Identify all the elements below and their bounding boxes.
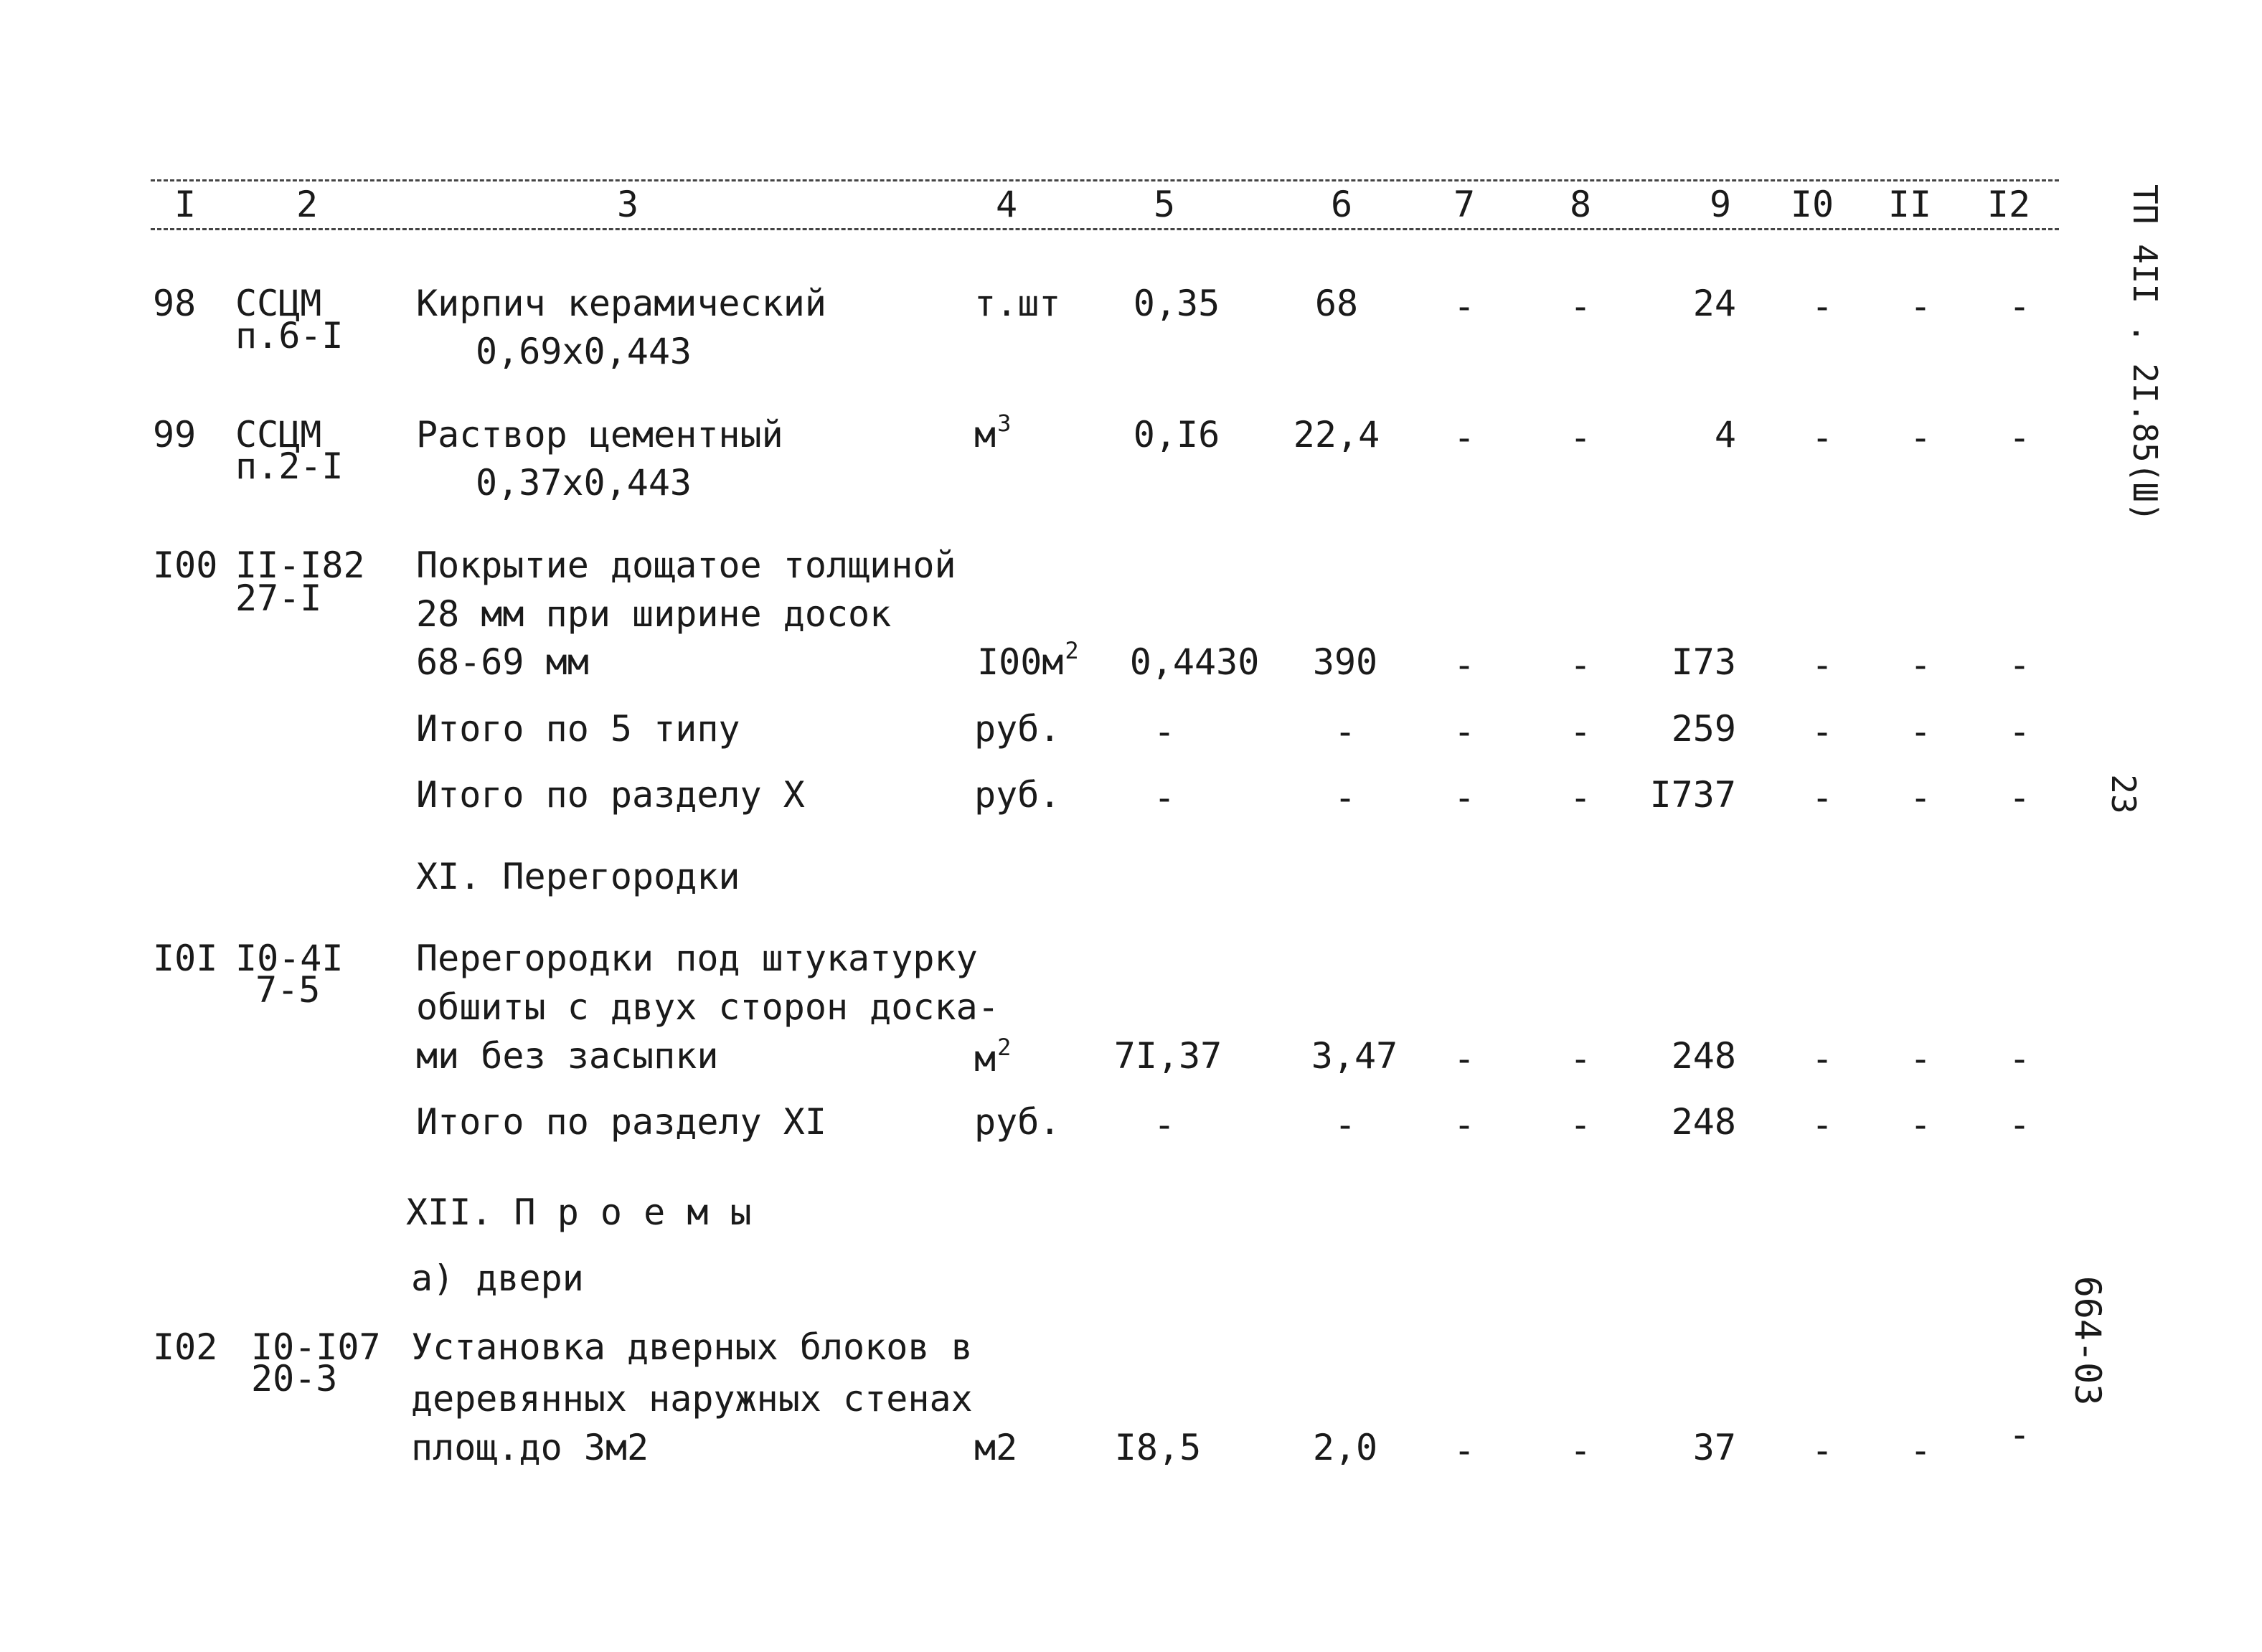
- unit-cost: 68: [1314, 283, 1359, 324]
- col-header-1: I: [174, 184, 197, 225]
- unit: $м^2$: [974, 1034, 1012, 1080]
- col8-value: -: [1569, 285, 1592, 327]
- col7-value: -: [1453, 1038, 1476, 1080]
- col-header-11: II: [1888, 184, 1932, 225]
- header-bottom-rule: [151, 228, 2059, 230]
- col10-value: -: [1811, 1038, 1834, 1080]
- unit-cost: 22,4: [1293, 414, 1380, 456]
- quantity: -: [1153, 1104, 1176, 1146]
- col10-value: -: [1811, 285, 1834, 327]
- work-description: Установка дверных блоков в: [411, 1326, 973, 1368]
- unit-cost: -: [1334, 1104, 1357, 1146]
- work-description-line3: ми без засыпки: [416, 1035, 719, 1077]
- col7-value: -: [1453, 285, 1476, 327]
- work-description-line2: 0,37х0,443: [476, 462, 692, 504]
- norm-code-line2: 20-3: [251, 1358, 338, 1400]
- total-cost: 4: [1714, 414, 1736, 456]
- col11-value: -: [1909, 1104, 1932, 1146]
- row-number: I02: [153, 1326, 218, 1368]
- row-number: I00: [153, 544, 218, 586]
- col-header-3: 3: [616, 184, 639, 225]
- total-cost: I737: [1649, 774, 1736, 816]
- col-header-10: I0: [1790, 184, 1834, 225]
- quantity: -: [1153, 711, 1176, 752]
- col11-value: -: [1909, 417, 1932, 458]
- work-description: Раствор цементный: [416, 414, 783, 456]
- col8-value: -: [1569, 417, 1592, 458]
- col12-value: -: [2008, 1038, 2031, 1080]
- total-cost: I73: [1671, 641, 1736, 683]
- col10-value: -: [1811, 417, 1834, 458]
- unit-cost: 2,0: [1312, 1427, 1378, 1468]
- col-header-9: 9: [1709, 184, 1732, 225]
- col-header-5: 5: [1153, 184, 1176, 225]
- col7-value: -: [1453, 644, 1476, 686]
- col8-value: -: [1569, 1430, 1592, 1471]
- col10-value: -: [1811, 1430, 1834, 1471]
- unit-cost: 3,47: [1311, 1035, 1398, 1077]
- work-description-line3: 68-69 мм: [416, 641, 589, 683]
- quantity: I8,5: [1114, 1427, 1202, 1468]
- unit: руб.: [974, 774, 1061, 816]
- subtotal-label: Итого по разделу XI: [416, 1101, 826, 1143]
- norm-code-line2: п.6-I: [235, 315, 344, 357]
- unit-cost: 390: [1312, 641, 1378, 683]
- row-number: 99: [153, 414, 197, 456]
- col12-value: -: [2008, 417, 2031, 458]
- norm-code-line2: 27-I: [235, 577, 322, 619]
- subtotal-label: Итого по разделу X: [416, 774, 805, 816]
- series-number: 664-03: [2067, 1275, 2108, 1406]
- col-header-7: 7: [1453, 184, 1476, 225]
- col12-value: -: [2008, 285, 2031, 327]
- norm-code: I0-I07: [251, 1326, 381, 1368]
- section-heading-xii: XII. П р о е м ы: [406, 1191, 752, 1233]
- page-number: 23: [2104, 774, 2143, 814]
- col-header-2: 2: [296, 184, 319, 225]
- work-description-line2: 28 мм при ширине досок: [416, 593, 892, 635]
- row-number: 98: [153, 283, 197, 324]
- col8-value: -: [1569, 644, 1592, 686]
- col-header-6: 6: [1330, 184, 1353, 225]
- work-description: Перегородки под штукатурку: [416, 938, 978, 979]
- col7-value: -: [1453, 711, 1476, 752]
- unit: руб.: [974, 1101, 1061, 1143]
- unit: $I00м^2$: [977, 637, 1079, 683]
- norm-code: ССЦМ: [235, 414, 322, 456]
- total-cost: 248: [1671, 1035, 1736, 1077]
- work-description: Покрытие дощатое толщиной: [416, 544, 956, 586]
- unit-cost: -: [1334, 777, 1357, 818]
- col11-value: -: [1909, 644, 1932, 686]
- col8-value: -: [1569, 1038, 1592, 1080]
- work-description: Кирпич керамический: [416, 283, 826, 324]
- col-header-4: 4: [995, 184, 1018, 225]
- col7-value: -: [1453, 1430, 1476, 1471]
- col12-value: -: [2008, 1104, 2031, 1146]
- total-cost: 259: [1671, 708, 1736, 750]
- subsection-heading-doors: а) двери: [411, 1257, 584, 1299]
- quantity: 0,4430: [1129, 641, 1260, 683]
- col10-value: -: [1811, 1104, 1834, 1146]
- col12-value: -: [2008, 1414, 2031, 1455]
- norm-code: II-I82: [235, 544, 365, 586]
- col12-value: -: [2008, 711, 2031, 752]
- quantity: 0,35: [1133, 283, 1220, 324]
- norm-code: ССЦМ: [235, 283, 322, 324]
- unit: т.шт: [974, 283, 1061, 324]
- quantity: -: [1153, 777, 1176, 818]
- col10-value: -: [1811, 711, 1834, 752]
- col11-value: -: [1909, 285, 1932, 327]
- unit-superscript: 3: [997, 410, 1012, 437]
- document-code: ТП 4II . 2I.85(Ш): [2126, 184, 2164, 522]
- subtotal-label: Итого по 5 типу: [416, 708, 740, 750]
- total-cost: 37: [1692, 1427, 1736, 1468]
- unit-superscript: 2: [997, 1034, 1012, 1061]
- header-top-rule: [151, 179, 2059, 181]
- row-number: I0I: [153, 938, 218, 979]
- col12-value: -: [2008, 777, 2031, 818]
- unit: м2: [974, 1427, 1018, 1468]
- norm-code: I0-4I: [235, 938, 344, 979]
- total-cost: 248: [1671, 1101, 1736, 1143]
- norm-code-line2: п.2-I: [235, 445, 344, 487]
- work-description-line2: деревянных наружных стенах: [411, 1378, 973, 1420]
- total-cost: 24: [1692, 283, 1736, 324]
- col10-value: -: [1811, 644, 1834, 686]
- col10-value: -: [1811, 777, 1834, 818]
- col8-value: -: [1569, 1104, 1592, 1146]
- work-description-line2: обшиты с двух сторон доска-: [416, 986, 999, 1028]
- col11-value: -: [1909, 711, 1932, 752]
- col7-value: -: [1453, 417, 1476, 458]
- section-heading-xi: XI. Перегородки: [416, 856, 740, 897]
- col11-value: -: [1909, 1038, 1932, 1080]
- norm-code-line2: 7-5: [255, 969, 321, 1011]
- col11-value: -: [1909, 777, 1932, 818]
- unit-cost: -: [1334, 711, 1357, 752]
- work-description-line3: площ.до 3м2: [411, 1427, 649, 1468]
- quantity: 7I,37: [1113, 1035, 1222, 1077]
- col12-value: -: [2008, 644, 2031, 686]
- quantity: 0,I6: [1133, 414, 1220, 456]
- col8-value: -: [1569, 711, 1592, 752]
- col7-value: -: [1453, 777, 1476, 818]
- col-header-8: 8: [1569, 184, 1592, 225]
- col-header-12: I2: [1987, 184, 2031, 225]
- col7-value: -: [1453, 1104, 1476, 1146]
- unit: $м^3$: [974, 410, 1012, 456]
- unit-superscript: 2: [1065, 637, 1079, 664]
- col11-value: -: [1909, 1430, 1932, 1471]
- unit: руб.: [974, 708, 1061, 750]
- work-description-line2: 0,69х0,443: [476, 331, 692, 372]
- col8-value: -: [1569, 777, 1592, 818]
